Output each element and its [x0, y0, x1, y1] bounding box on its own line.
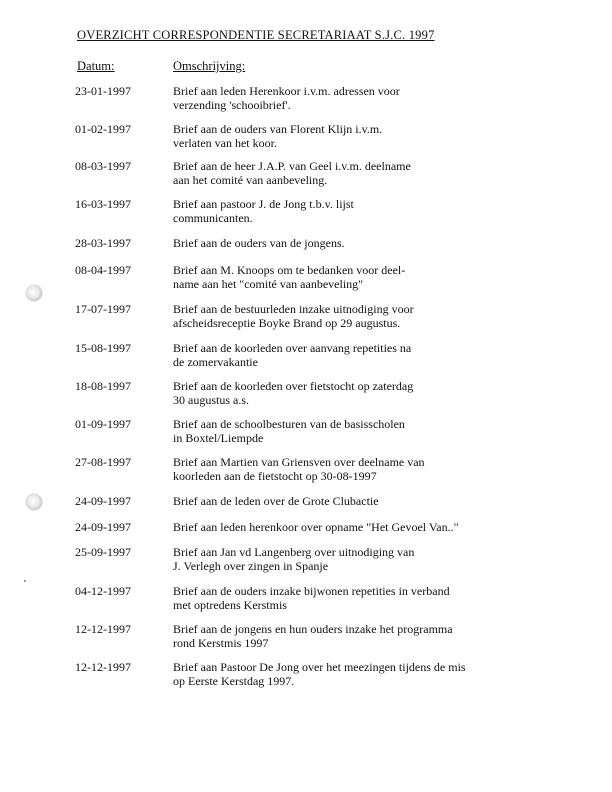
- scan-speck: [24, 580, 26, 582]
- entry-date: 24-09-1997: [75, 520, 131, 534]
- punch-hole-icon: [26, 494, 42, 510]
- entry-date: 01-09-1997: [75, 417, 131, 431]
- entry-date: 01-02-1997: [75, 122, 131, 136]
- entry-description: [173, 584, 593, 612]
- entry-description-line: Brief aan pastoor J. de Jong t.b.v. lijst: [173, 197, 354, 211]
- entry-description-line: met optredens Kerstmis: [173, 598, 287, 612]
- entry-description: [173, 660, 593, 688]
- entry-date: 27-08-1997: [75, 455, 131, 469]
- entry-description-line: Brief aan de koorleden over aanvang repetities na: [173, 341, 412, 355]
- entry-description: [173, 622, 593, 650]
- date-column-header: Datum:: [77, 59, 115, 73]
- entry-description-line: Brief aan Martien van Griensven over deelname van: [173, 455, 425, 469]
- punch-hole-icon: [26, 285, 42, 301]
- entry-description-line: communicanten.: [173, 211, 253, 225]
- entry-description: [173, 122, 593, 150]
- entry-description: [173, 84, 593, 112]
- entry-description-line: aan het comité van aanbeveling.: [173, 173, 328, 187]
- entry-date: 08-04-1997: [75, 263, 131, 277]
- entry-date: 25-09-1997: [75, 545, 131, 559]
- entry-description-line: Brief aan de ouders van Florent Klijn i.v.m.: [173, 122, 383, 136]
- entry-description: [173, 494, 593, 508]
- entry-date: 12-12-1997: [75, 622, 131, 636]
- entry-description-line: verlaten van het koor.: [173, 136, 277, 150]
- entry-description-line: Brief aan de koorleden over fietstocht op zaterdag: [173, 379, 414, 393]
- entry-description-line: koorleden aan de fietstocht op 30-08-1997: [173, 469, 377, 483]
- entry-date: 23-01-1997: [75, 84, 131, 98]
- entry-description: [173, 455, 593, 483]
- entry-date: 12-12-1997: [75, 660, 131, 674]
- entry-description-line: de zomervakantie: [173, 355, 258, 369]
- entry-description-line: Brief aan de jongens en hun ouders inzake het programma: [173, 622, 453, 636]
- entry-description-line: Brief aan de ouders van de jongens.: [173, 236, 345, 250]
- entry-description: [173, 263, 593, 291]
- description-column-header: Omschrijving:: [173, 59, 246, 73]
- entry-date: 16-03-1997: [75, 197, 131, 211]
- entry-description-line: rond Kerstmis 1997: [173, 636, 269, 650]
- document-title: OVERZICHT CORRESPONDENTIE SECRETARIAAT S.J.C. 1997: [77, 28, 435, 42]
- entry-description: [173, 417, 593, 445]
- entry-date: 04-12-1997: [75, 584, 131, 598]
- entry-description: [173, 302, 593, 330]
- entry-description-line: name aan het "comité van aanbeveling": [173, 277, 364, 291]
- entry-description-line: Brief aan de bestuurleden inzake uitnodiging voor: [173, 302, 414, 316]
- entry-description: [173, 520, 593, 534]
- entry-description-line: afscheidsreceptie Boyke Brand op 29 augustus.: [173, 316, 401, 330]
- entry-description-line: Brief aan de leden over de Grote Clubactie: [173, 494, 379, 508]
- entry-description-line: Brief aan leden herenkoor over opname "Het Gevoel Van..": [173, 520, 459, 534]
- entry-description: [173, 545, 593, 573]
- entry-description-line: in Boxtel/Liempde: [173, 431, 264, 445]
- entry-description: [173, 197, 593, 225]
- entry-description-line: verzending 'schooibrief'.: [173, 98, 291, 112]
- entry-description-line: Brief aan Jan vd Langenberg over uitnodiging van: [173, 545, 415, 559]
- entry-description: [173, 236, 593, 250]
- entry-description-line: op Eerste Kerstdag 1997.: [173, 674, 295, 688]
- entry-description-line: Brief aan Pastoor De Jong over het meezingen tijdens de mis: [173, 660, 466, 674]
- entry-description-line: Brief aan de heer J.A.P. van Geel i.v.m. deelname: [173, 159, 411, 173]
- entry-description-line: Brief aan de schoolbesturen van de basisscholen: [173, 417, 405, 431]
- entry-description: [173, 379, 593, 407]
- entry-description-line: 30 augustus a.s.: [173, 393, 249, 407]
- entry-date: 17-07-1997: [75, 302, 131, 316]
- entry-date: 15-08-1997: [75, 341, 131, 355]
- entry-description: [173, 341, 593, 369]
- entry-description-line: Brief aan leden Herenkoor i.v.m. adressen voor: [173, 84, 400, 98]
- entry-date: 24-09-1997: [75, 494, 131, 508]
- entry-date: 18-08-1997: [75, 379, 131, 393]
- entry-date: 08-03-1997: [75, 159, 131, 173]
- entry-description: [173, 159, 593, 187]
- entry-description-line: J. Verlegh over zingen in Spanje: [173, 559, 329, 573]
- entry-description-line: Brief aan M. Knoops om te bedanken voor deel-: [173, 263, 406, 277]
- entry-date: 28-03-1997: [75, 236, 131, 250]
- entry-description-line: Brief aan de ouders inzake bijwonen repetities in verband: [173, 584, 450, 598]
